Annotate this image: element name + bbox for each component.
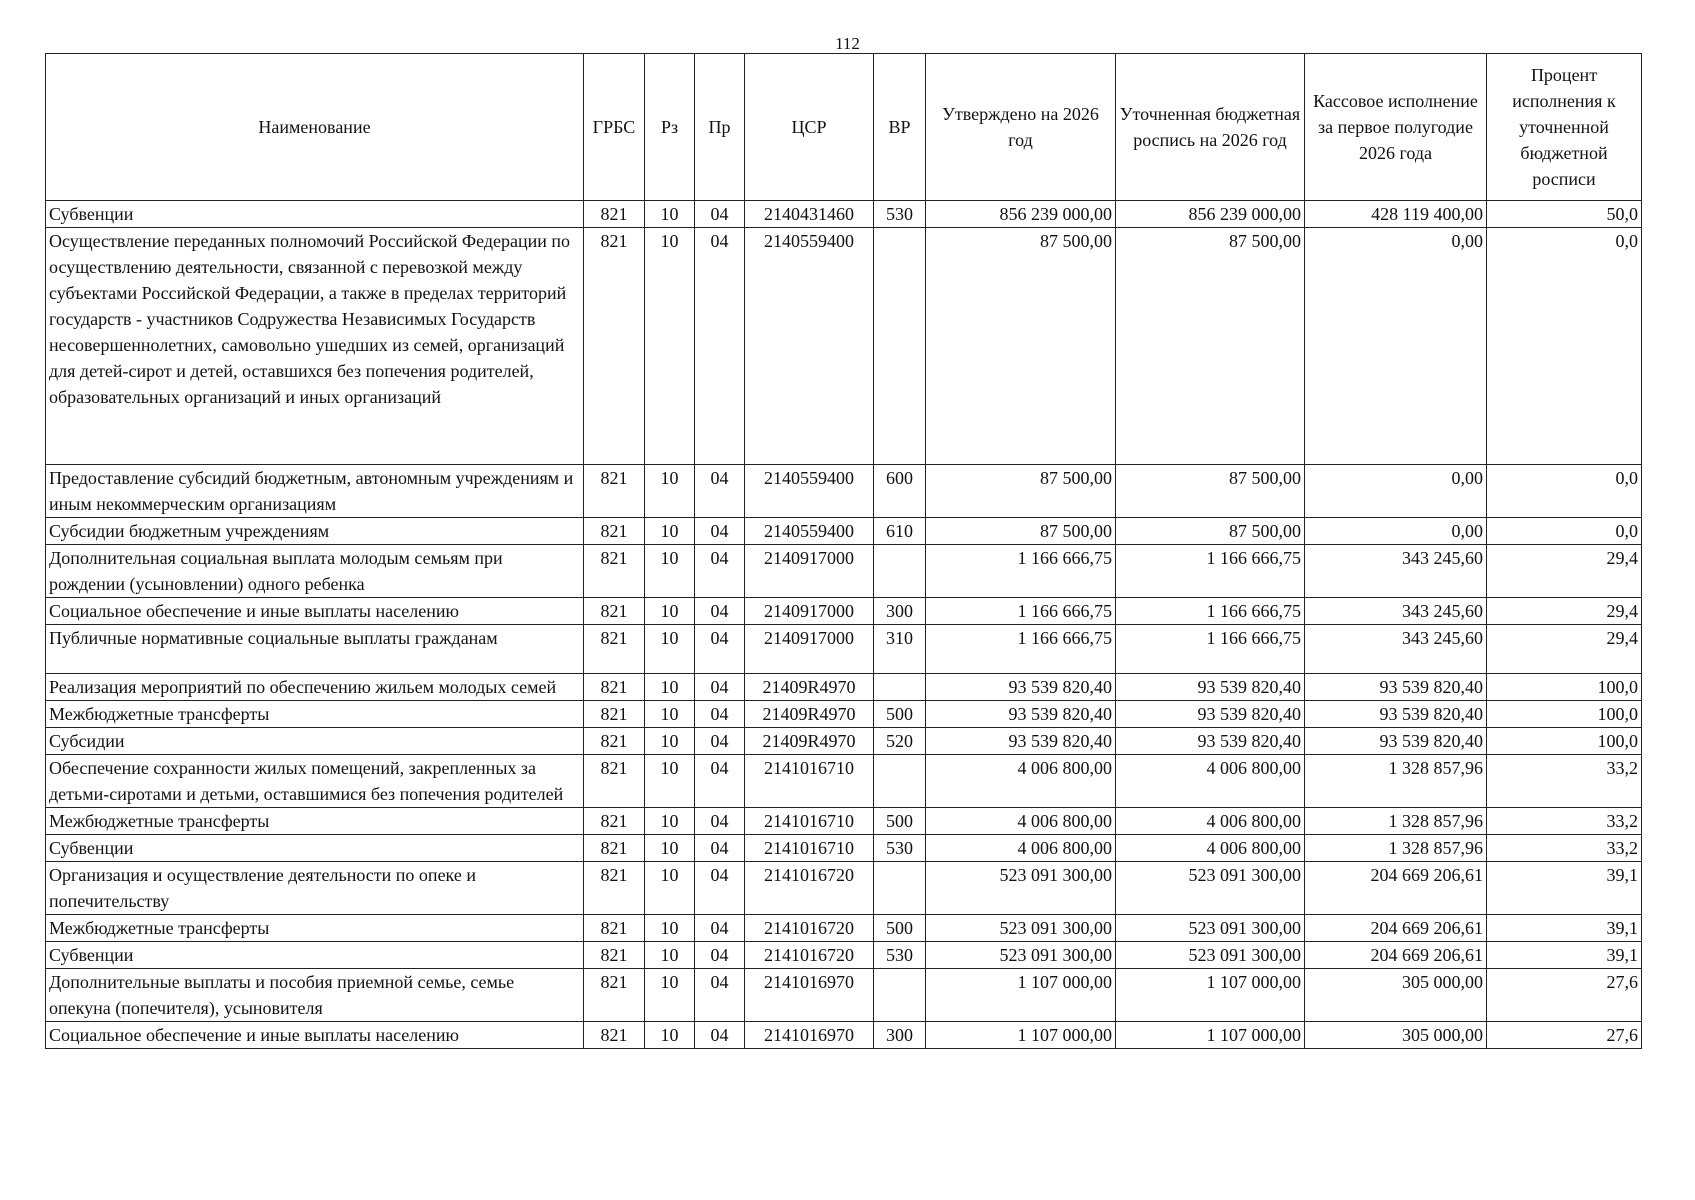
table-row [46, 228, 1642, 465]
page-number: 112 [835, 34, 860, 53]
table-header-row [46, 54, 1642, 201]
cell-approved: 1 107 000,00 [926, 1022, 1116, 1049]
table-row [46, 518, 1642, 545]
cell-cash: 428 119 400,00 [1305, 201, 1487, 228]
cell-refined: 93 539 820,40 [1116, 701, 1305, 728]
cell-percent: 50,0 [1487, 201, 1642, 228]
cell-approved: 1 107 000,00 [926, 969, 1116, 1022]
cell-approved: 1 166 666,75 [926, 598, 1116, 625]
cell-vr: 530 [874, 201, 926, 228]
cell-refined: 1 166 666,75 [1116, 598, 1305, 625]
cell-name: Дополнительная социальная выплата молодым семьям при рождении (усыновлении) одного ребенка [46, 545, 584, 598]
cell-cash: 305 000,00 [1305, 1022, 1487, 1049]
cell-grbs: 821 [584, 625, 645, 674]
cell-pr: 04 [695, 545, 745, 598]
header-refined: Уточненная бюджетная роспись на 2026 год [1116, 54, 1305, 201]
cell-vr: 500 [874, 808, 926, 835]
cell-vr: 600 [874, 465, 926, 518]
cell-cash: 204 669 206,61 [1305, 862, 1487, 915]
cell-refined: 4 006 800,00 [1116, 755, 1305, 808]
cell-csr: 21409R4970 [745, 728, 874, 755]
cell-refined: 4 006 800,00 [1116, 835, 1305, 862]
cell-approved: 523 091 300,00 [926, 915, 1116, 942]
cell-vr: 520 [874, 728, 926, 755]
cell-refined: 93 539 820,40 [1116, 728, 1305, 755]
cell-csr: 2140559400 [745, 465, 874, 518]
cell-pr: 04 [695, 625, 745, 674]
cell-grbs: 821 [584, 201, 645, 228]
budget-table [45, 53, 1642, 1049]
cell-pr: 04 [695, 701, 745, 728]
cell-csr: 2141016720 [745, 915, 874, 942]
cell-name: Социальное обеспечение и иные выплаты населению [46, 598, 584, 625]
cell-name: Межбюджетные трансферты [46, 701, 584, 728]
table-row [46, 728, 1642, 755]
cell-rz: 10 [645, 701, 695, 728]
cell-vr: 530 [874, 835, 926, 862]
cell-vr: 530 [874, 942, 926, 969]
cell-cash: 93 539 820,40 [1305, 701, 1487, 728]
cell-csr: 2140917000 [745, 598, 874, 625]
cell-approved: 4 006 800,00 [926, 755, 1116, 808]
cell-refined: 87 500,00 [1116, 465, 1305, 518]
cell-percent: 29,4 [1487, 598, 1642, 625]
cell-pr: 04 [695, 465, 745, 518]
cell-name: Субвенции [46, 942, 584, 969]
cell-vr [874, 755, 926, 808]
cell-vr [874, 545, 926, 598]
cell-grbs: 821 [584, 969, 645, 1022]
cell-pr: 04 [695, 835, 745, 862]
table-row [46, 701, 1642, 728]
cell-pr: 04 [695, 915, 745, 942]
cell-cash: 0,00 [1305, 518, 1487, 545]
cell-approved: 87 500,00 [926, 518, 1116, 545]
cell-name: Обеспечение сохранности жилых помещений, закрепленных за детьми-сиротами и детьми, оставшимися без попечения родителей [46, 755, 584, 808]
cell-vr: 500 [874, 915, 926, 942]
cell-approved: 87 500,00 [926, 228, 1116, 465]
cell-refined: 856 239 000,00 [1116, 201, 1305, 228]
cell-cash: 343 245,60 [1305, 598, 1487, 625]
cell-grbs: 821 [584, 228, 645, 465]
table-row [46, 465, 1642, 518]
cell-vr: 500 [874, 701, 926, 728]
table-row [46, 915, 1642, 942]
cell-csr: 2141016720 [745, 942, 874, 969]
cell-vr: 300 [874, 1022, 926, 1049]
cell-rz: 10 [645, 915, 695, 942]
cell-grbs: 821 [584, 701, 645, 728]
cell-rz: 10 [645, 1022, 695, 1049]
cell-grbs: 821 [584, 942, 645, 969]
cell-rz: 10 [645, 598, 695, 625]
cell-approved: 93 539 820,40 [926, 701, 1116, 728]
cell-approved: 87 500,00 [926, 465, 1116, 518]
cell-cash: 305 000,00 [1305, 969, 1487, 1022]
cell-grbs: 821 [584, 518, 645, 545]
cell-name: Межбюджетные трансферты [46, 808, 584, 835]
cell-approved: 1 166 666,75 [926, 545, 1116, 598]
cell-grbs: 821 [584, 862, 645, 915]
table-row [46, 862, 1642, 915]
cell-percent: 27,6 [1487, 969, 1642, 1022]
cell-rz: 10 [645, 518, 695, 545]
cell-pr: 04 [695, 808, 745, 835]
cell-approved: 1 166 666,75 [926, 625, 1116, 674]
cell-cash: 93 539 820,40 [1305, 674, 1487, 701]
cell-grbs: 821 [584, 598, 645, 625]
cell-pr: 04 [695, 201, 745, 228]
table-row [46, 808, 1642, 835]
cell-percent: 0,0 [1487, 228, 1642, 465]
cell-vr: 610 [874, 518, 926, 545]
table-row [46, 201, 1642, 228]
cell-name: Предоставление субсидий бюджетным, автономным учреждениям и иным некоммерческим организациям [46, 465, 584, 518]
cell-cash: 1 328 857,96 [1305, 808, 1487, 835]
cell-pr: 04 [695, 862, 745, 915]
cell-refined: 93 539 820,40 [1116, 674, 1305, 701]
table-body [46, 201, 1642, 1049]
cell-csr: 2140917000 [745, 625, 874, 674]
cell-name: Дополнительные выплаты и пособия приемной семье, семье опекуна (попечителя), усыновителя [46, 969, 584, 1022]
cell-vr [874, 862, 926, 915]
header-pr: Пр [695, 54, 745, 201]
cell-cash: 204 669 206,61 [1305, 942, 1487, 969]
cell-refined: 87 500,00 [1116, 518, 1305, 545]
header-percent: Процент исполнения к уточненной бюджетной росписи [1487, 54, 1642, 201]
table-row [46, 942, 1642, 969]
cell-pr: 04 [695, 674, 745, 701]
cell-vr [874, 674, 926, 701]
cell-csr: 21409R4970 [745, 674, 874, 701]
cell-name: Межбюджетные трансферты [46, 915, 584, 942]
cell-refined: 1 107 000,00 [1116, 969, 1305, 1022]
table-row [46, 674, 1642, 701]
cell-cash: 1 328 857,96 [1305, 755, 1487, 808]
cell-name: Социальное обеспечение и иные выплаты населению [46, 1022, 584, 1049]
cell-percent: 0,0 [1487, 518, 1642, 545]
cell-name: Публичные нормативные социальные выплаты гражданам [46, 625, 584, 674]
cell-name: Субсидии [46, 728, 584, 755]
cell-refined: 87 500,00 [1116, 228, 1305, 465]
cell-rz: 10 [645, 465, 695, 518]
cell-rz: 10 [645, 942, 695, 969]
cell-pr: 04 [695, 518, 745, 545]
cell-grbs: 821 [584, 728, 645, 755]
cell-pr: 04 [695, 969, 745, 1022]
cell-csr: 21409R4970 [745, 701, 874, 728]
cell-grbs: 821 [584, 915, 645, 942]
cell-cash: 343 245,60 [1305, 625, 1487, 674]
cell-pr: 04 [695, 728, 745, 755]
table-row [46, 969, 1642, 1022]
header-cash: Кассовое исполнение за первое полугодие 2026 года [1305, 54, 1487, 201]
cell-rz: 10 [645, 674, 695, 701]
cell-name: Субсидии бюджетным учреждениям [46, 518, 584, 545]
cell-vr [874, 969, 926, 1022]
cell-rz: 10 [645, 755, 695, 808]
table-row [46, 1022, 1642, 1049]
header-approved: Утверждено на 2026 год [926, 54, 1116, 201]
cell-rz: 10 [645, 625, 695, 674]
cell-rz: 10 [645, 969, 695, 1022]
cell-approved: 523 091 300,00 [926, 942, 1116, 969]
cell-percent: 0,0 [1487, 465, 1642, 518]
cell-grbs: 821 [584, 835, 645, 862]
cell-percent: 27,6 [1487, 1022, 1642, 1049]
cell-refined: 4 006 800,00 [1116, 808, 1305, 835]
cell-approved: 93 539 820,40 [926, 728, 1116, 755]
cell-cash: 204 669 206,61 [1305, 915, 1487, 942]
cell-approved: 856 239 000,00 [926, 201, 1116, 228]
cell-percent: 39,1 [1487, 862, 1642, 915]
cell-cash: 343 245,60 [1305, 545, 1487, 598]
cell-rz: 10 [645, 228, 695, 465]
cell-grbs: 821 [584, 755, 645, 808]
cell-percent: 29,4 [1487, 545, 1642, 598]
cell-cash: 93 539 820,40 [1305, 728, 1487, 755]
cell-name: Реализация мероприятий по обеспечению жильем молодых семей [46, 674, 584, 701]
cell-refined: 1 166 666,75 [1116, 625, 1305, 674]
cell-pr: 04 [695, 755, 745, 808]
header-rz: Рз [645, 54, 695, 201]
table-row [46, 545, 1642, 598]
header-name: Наименование [46, 54, 584, 201]
cell-csr: 2140917000 [745, 545, 874, 598]
cell-refined: 523 091 300,00 [1116, 915, 1305, 942]
cell-csr: 2140559400 [745, 228, 874, 465]
header-csr: ЦСР [745, 54, 874, 201]
cell-percent: 33,2 [1487, 755, 1642, 808]
table-row [46, 625, 1642, 674]
header-vr: ВР [874, 54, 926, 201]
cell-cash: 1 328 857,96 [1305, 835, 1487, 862]
cell-csr: 2141016970 [745, 969, 874, 1022]
cell-cash: 0,00 [1305, 465, 1487, 518]
cell-csr: 2141016970 [745, 1022, 874, 1049]
cell-name: Субвенции [46, 835, 584, 862]
cell-name: Организация и осуществление деятельности по опеке и попечительству [46, 862, 584, 915]
table-row [46, 755, 1642, 808]
cell-grbs: 821 [584, 545, 645, 598]
cell-name: Субвенции [46, 201, 584, 228]
cell-cash: 0,00 [1305, 228, 1487, 465]
cell-vr: 310 [874, 625, 926, 674]
cell-approved: 4 006 800,00 [926, 835, 1116, 862]
cell-csr: 2141016710 [745, 755, 874, 808]
cell-pr: 04 [695, 942, 745, 969]
cell-percent: 29,4 [1487, 625, 1642, 674]
cell-approved: 93 539 820,40 [926, 674, 1116, 701]
cell-rz: 10 [645, 728, 695, 755]
cell-percent: 39,1 [1487, 915, 1642, 942]
cell-vr [874, 228, 926, 465]
cell-csr: 2141016720 [745, 862, 874, 915]
cell-refined: 523 091 300,00 [1116, 862, 1305, 915]
cell-percent: 100,0 [1487, 728, 1642, 755]
cell-grbs: 821 [584, 808, 645, 835]
cell-rz: 10 [645, 835, 695, 862]
cell-percent: 33,2 [1487, 808, 1642, 835]
cell-refined: 1 107 000,00 [1116, 1022, 1305, 1049]
cell-grbs: 821 [584, 465, 645, 518]
cell-csr: 2141016710 [745, 808, 874, 835]
cell-csr: 2140431460 [745, 201, 874, 228]
cell-vr: 300 [874, 598, 926, 625]
table-row [46, 598, 1642, 625]
cell-percent: 100,0 [1487, 674, 1642, 701]
cell-rz: 10 [645, 201, 695, 228]
cell-pr: 04 [695, 1022, 745, 1049]
cell-approved: 523 091 300,00 [926, 862, 1116, 915]
cell-refined: 1 166 666,75 [1116, 545, 1305, 598]
cell-csr: 2140559400 [745, 518, 874, 545]
cell-rz: 10 [645, 545, 695, 598]
cell-pr: 04 [695, 598, 745, 625]
cell-name: Осуществление переданных полномочий Российской Федерации по осуществлению деятельности, связанной с перевозкой между субъектами Российской Федерации, а также в пределах территорий государств - участников Содружества Независимых Государств несовершеннолетних, самовольно ушедших из семей, организаций для детей-сирот и детей, оставшихся без попечения родителей, образовательных организаций и иных организаций [46, 228, 584, 465]
cell-approved: 4 006 800,00 [926, 808, 1116, 835]
cell-percent: 100,0 [1487, 701, 1642, 728]
cell-csr: 2141016710 [745, 835, 874, 862]
cell-percent: 39,1 [1487, 942, 1642, 969]
cell-grbs: 821 [584, 1022, 645, 1049]
cell-grbs: 821 [584, 674, 645, 701]
cell-rz: 10 [645, 862, 695, 915]
cell-refined: 523 091 300,00 [1116, 942, 1305, 969]
cell-rz: 10 [645, 808, 695, 835]
table-row [46, 835, 1642, 862]
cell-pr: 04 [695, 228, 745, 465]
cell-percent: 33,2 [1487, 835, 1642, 862]
header-grbs: ГРБС [584, 54, 645, 201]
